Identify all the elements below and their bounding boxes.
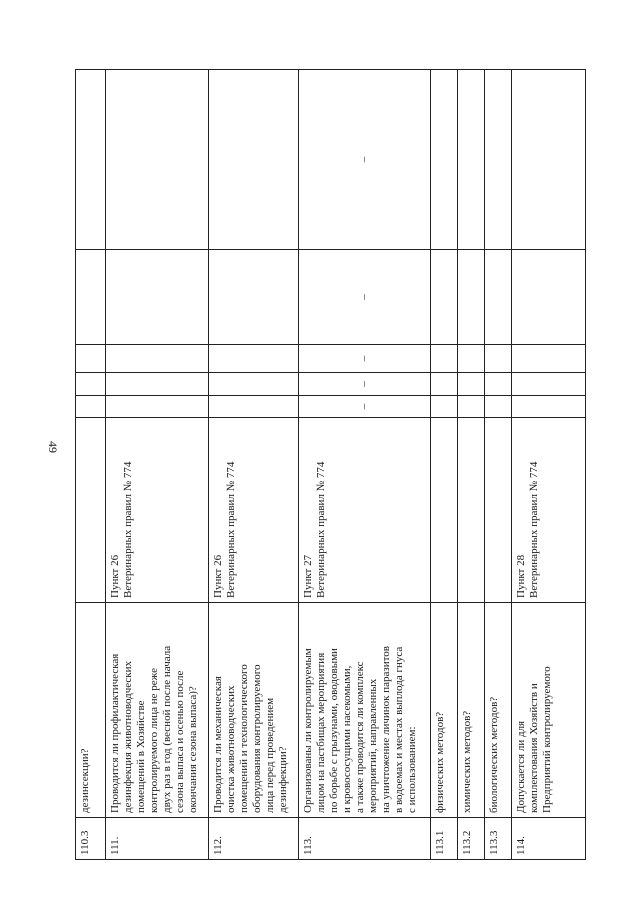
mark-extra (512, 70, 586, 250)
row-number: 113. (299, 818, 431, 860)
mark-na (106, 345, 209, 373)
row-reference (458, 418, 485, 603)
mark-extra: – (299, 70, 431, 250)
table-row (299, 70, 431, 860)
table-row (485, 70, 512, 860)
mark-no (106, 373, 209, 396)
mark-note (106, 250, 209, 345)
mark-na (209, 345, 299, 373)
row-number: 110.3 (76, 818, 106, 860)
mark-extra (485, 70, 512, 250)
row-number: 113.3 (485, 818, 512, 860)
mark-no (458, 373, 485, 396)
mark-yes (209, 396, 299, 418)
row-reference (431, 418, 458, 603)
row-number: 112. (209, 818, 299, 860)
row-question: Проводится ли механическая очистка животноводческих помещений и технологического оборудования контролируемого лица перед проведением дезинфекции? (209, 603, 299, 818)
mark-note (76, 250, 106, 345)
mark-na (485, 345, 512, 373)
page-number: 49 (46, 441, 60, 453)
row-question: дезинсекции? (76, 603, 106, 818)
mark-na (512, 345, 586, 373)
mark-no (209, 373, 299, 396)
row-reference (485, 418, 512, 603)
row-number: 113.1 (431, 818, 458, 860)
table-row (458, 70, 485, 860)
mark-extra (431, 70, 458, 250)
row-question: Допускается ли для комплектования Хозяйств и Предприятий контролируемого (512, 603, 586, 818)
mark-note: – (299, 250, 431, 345)
table-row (106, 70, 209, 860)
mark-yes (76, 396, 106, 418)
row-number: 114. (512, 818, 586, 860)
mark-note (431, 250, 458, 345)
mark-yes (431, 396, 458, 418)
row-question: Проводится ли профилактическая дезинфекция животноводческих помещений в Хозяйстве контролируемого лица не реже двух раз в год (весной после начала сезона выпаса и осенью после окончания сезона выпаса)? (106, 603, 209, 818)
row-reference: Пункт 28 Ветеринарных правил № 774 (512, 418, 586, 603)
mark-note (209, 250, 299, 345)
mark-note (458, 250, 485, 345)
mark-no (512, 373, 586, 396)
mark-yes (458, 396, 485, 418)
mark-no (431, 373, 458, 396)
table-row (209, 70, 299, 860)
table-row (512, 70, 586, 860)
row-question: физических методов? (431, 603, 458, 818)
table-row (431, 70, 458, 860)
mark-no (76, 373, 106, 396)
checklist-table-rotated (75, 70, 585, 860)
mark-yes (106, 396, 209, 418)
mark-no (485, 373, 512, 396)
row-question: химических методов? (458, 603, 485, 818)
mark-na: – (299, 345, 431, 373)
row-question: Организованы ли контролируемым лицом на пастбищах мероприятия по борьбе с грызунами, оводовыми и кровососущими насекомыми, а также проводится ли комплекс мероприятий, направленных на уничтожение личинок паразитов в водоемах и местах выплода гнуса с использованием: (299, 603, 431, 818)
row-reference: Пункт 27 Ветеринарных правил № 774 (299, 418, 431, 603)
row-reference (76, 418, 106, 603)
mark-na (76, 345, 106, 373)
mark-na (431, 345, 458, 373)
row-question: биологических методов? (485, 603, 512, 818)
mark-note (485, 250, 512, 345)
row-reference: Пункт 26 Ветеринарных правил № 774 (209, 418, 299, 603)
checklist-table (75, 69, 586, 860)
mark-extra (458, 70, 485, 250)
mark-yes (485, 396, 512, 418)
table-row (76, 70, 106, 860)
row-number: 113.2 (458, 818, 485, 860)
mark-yes (512, 396, 586, 418)
row-number: 111. (106, 818, 209, 860)
mark-no: – (299, 373, 431, 396)
mark-extra (106, 70, 209, 250)
mark-extra (209, 70, 299, 250)
mark-na (458, 345, 485, 373)
row-reference: Пункт 26 Ветеринарных правил № 774 (106, 418, 209, 603)
mark-extra (76, 70, 106, 250)
mark-yes: – (299, 396, 431, 418)
mark-note (512, 250, 586, 345)
